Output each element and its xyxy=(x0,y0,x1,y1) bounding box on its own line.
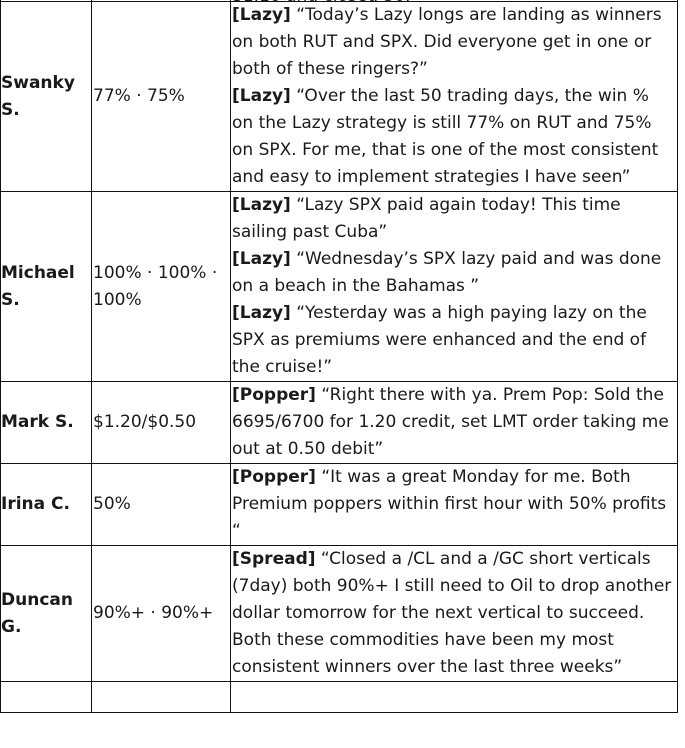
quote-cell xyxy=(231,464,678,546)
strategy-tag: [Lazy] xyxy=(232,86,291,106)
strategy-tag: [Lazy] xyxy=(232,303,291,323)
trader-results: 100% · 100% · 100% xyxy=(92,192,231,382)
table-row xyxy=(1,546,678,682)
quote-text: “Yesterday was a high paying lazy on the SPX as premiums were enhanced and the end of the cruise!” xyxy=(232,303,647,377)
quote-cell xyxy=(231,192,678,382)
trader-name: Michael S. xyxy=(1,192,92,382)
table-row xyxy=(1,2,678,192)
quote-cell xyxy=(231,382,678,464)
quote xyxy=(232,546,673,681)
name-cell xyxy=(1,682,92,713)
trader-results: 77% · 75% xyxy=(92,2,231,192)
trader-name: Duncan G. xyxy=(1,546,92,682)
quote xyxy=(232,382,673,463)
trader-results: 50% xyxy=(92,464,231,546)
strategy-tag: [Lazy] xyxy=(232,195,291,215)
quote-cell xyxy=(231,546,678,682)
quote-text: “Closed a /CL and a /GC short verticals (7day) both 90%+ I still need to Oil to drop another dollar tomorrow for the next vertical to succeed. Both these commodities have been my most consistent winners over the last three weeks” xyxy=(232,549,672,677)
quote xyxy=(232,192,673,246)
table-row xyxy=(1,464,678,546)
trader-name: Swanky S. xyxy=(1,2,92,192)
quote xyxy=(232,83,673,191)
quote-text: “Over the last 50 trading days, the win % on the Lazy strategy is still 77% on RUT and 75% on SPX. For me, that is one of the most consistent and easy to implement strategies I have seen” xyxy=(232,86,659,187)
table-row xyxy=(1,382,678,464)
trader-name: Irina C. xyxy=(1,464,92,546)
quote xyxy=(232,246,673,300)
quote-cell xyxy=(231,2,678,192)
table-row xyxy=(1,192,678,382)
strategy-tag: [Popper] xyxy=(232,385,316,405)
results-cell xyxy=(92,682,231,713)
quote xyxy=(232,464,673,545)
strategy-tag: [Lazy] xyxy=(232,249,291,269)
quote xyxy=(232,300,673,381)
table-row xyxy=(1,682,678,713)
trader-results: 90%+ · 90%+ xyxy=(92,546,231,682)
quote-text xyxy=(232,0,410,1)
quote-text: “Lazy SPX paid again today! This time sailing past Cuba” xyxy=(232,195,621,242)
trader-results: $1.20/$0.50 xyxy=(92,382,231,464)
quote-cell xyxy=(231,682,678,713)
strategy-tag: [Lazy] xyxy=(232,5,291,25)
trader-name: Mark S. xyxy=(1,382,92,464)
strategy-tag: [Spread] xyxy=(232,549,316,569)
quote xyxy=(232,2,673,83)
quote-text: “It was a great Monday for me. Both Premium poppers within first hour with 50% profits “ xyxy=(232,467,667,541)
quote-text: “Wednesday’s SPX lazy paid and was done on a beach in the Bahamas ” xyxy=(232,249,662,296)
quote-text: “Right there with ya. Prem Pop: Sold the 6695/6700 for 1.20 credit, set LMT order taking me out at 0.50 debit” xyxy=(232,385,669,459)
quote-text: “Today’s Lazy longs are landing as winners on both RUT and SPX. Did everyone get in one or both of these ringers?” xyxy=(232,5,662,79)
strategy-tag: [Popper] xyxy=(232,467,316,487)
